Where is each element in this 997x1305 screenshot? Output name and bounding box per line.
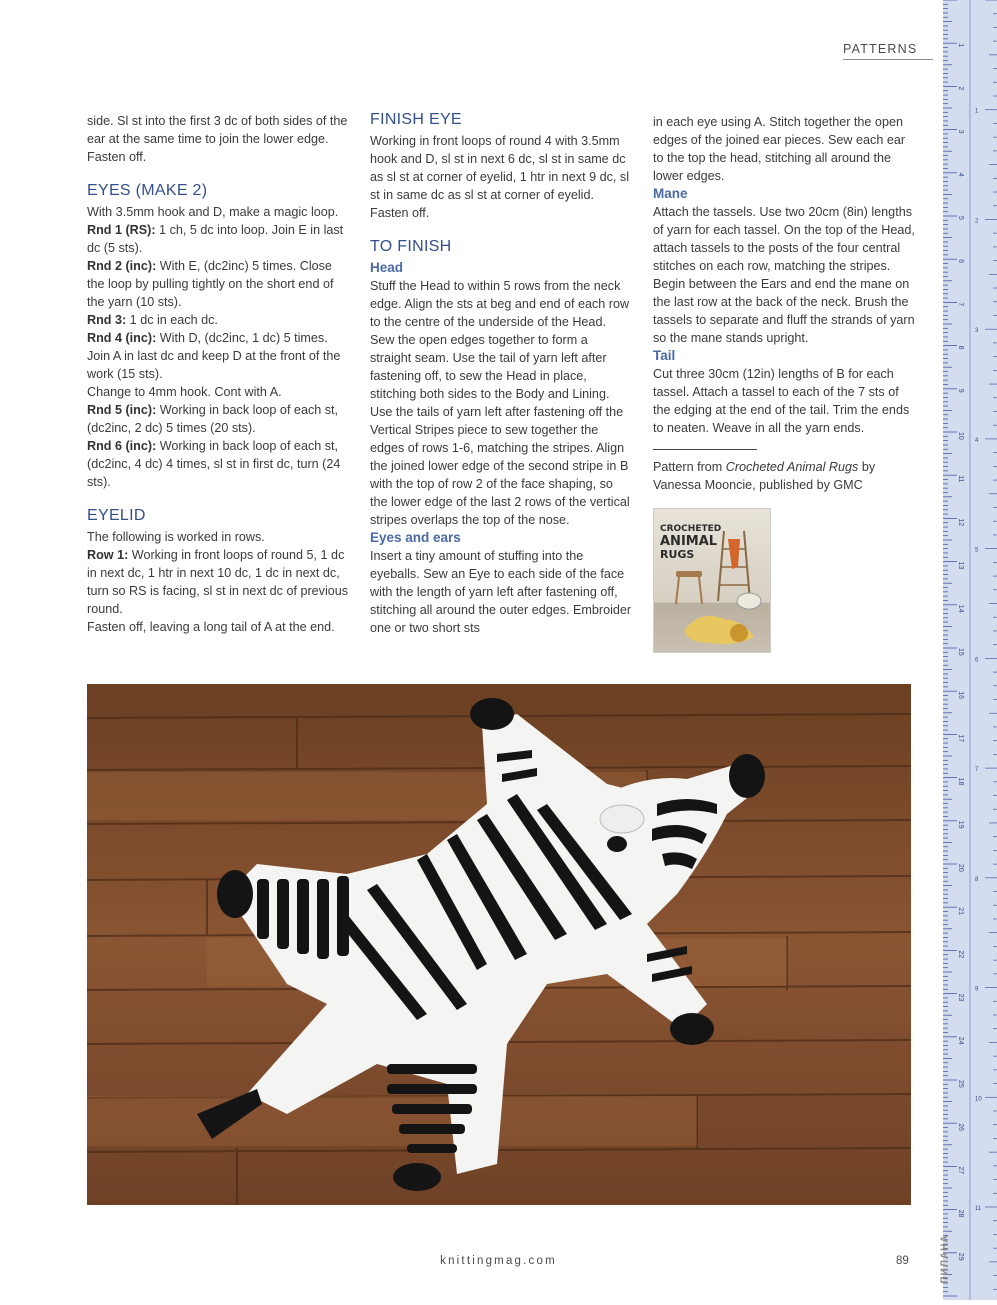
book-cover-line: ANIMAL [660, 534, 718, 549]
ruler-cm-number: 22 [957, 950, 964, 959]
ruler-cm-number: 24 [957, 1036, 964, 1045]
ruler-inch-number: 1 [975, 108, 979, 115]
round-text: 1 dc in each dc. [126, 313, 218, 327]
ruler-cm-number: 6 [957, 259, 964, 264]
heading-eyelid: EYELID [87, 507, 146, 524]
ruler [943, 0, 997, 1300]
round-text: Working in back loop of each st, (dc2inc, 4 dc) 4 times, sl st in first dc, turn (24 sts). [87, 439, 341, 489]
round-3 [87, 311, 349, 329]
ruler-cm-number: 28 [957, 1209, 964, 1218]
ruler-cm-number: 26 [957, 1123, 964, 1131]
round-6 [87, 437, 349, 491]
round-label: Rnd 3: [87, 313, 127, 327]
ruler-inch-number: 9 [975, 986, 979, 993]
ruler-inch-number: 11 [975, 1206, 982, 1213]
ruler-cm-number: 3 [957, 129, 964, 134]
round-text: Working in back loop of each st, (dc2inc, 2 dc) 5 times (20 sts). [87, 403, 339, 435]
paragraph: Working in front loops of round 4 with 3.5mm hook and D, sl st in next 6 dc, sl st in same dc as sl st at corner of eyelid, 1 htr in next 9 dc, sl st in same dc as sl st at corner of eyelid. [370, 134, 629, 202]
ruler-cm-number: 1 [957, 43, 964, 48]
subheading-head: Head [370, 260, 404, 275]
paragraph: Insert a tiny amount of stuffing into the eyeballs. Sew an Eye to each side of the face with the length of yarn left after fastening off, stitching all around the outer edges. Embroider one or two short sts [370, 549, 632, 635]
ruler-inch-number: 3 [975, 328, 979, 335]
ruler-inch-number: 7 [975, 767, 979, 774]
ruler-cm-number: 27 [957, 1166, 964, 1175]
book-title: Crocheted Animal Rugs [725, 460, 859, 474]
round-label: Rnd 5 (inc): [87, 403, 157, 417]
paragraph: Attach the tassels. Use two 20cm (8in) lengths of yarn for each tassel. On the top of the Head, attach tassels to the posts of the four central stitches on each row, matching the stripes. Begin between the Ears and end the mane on the last row at the back of the neck. Brush the tassels to separate and fluff the strands of yarn so the mane stands upright. [653, 205, 915, 345]
zebra-rug-photo [87, 684, 911, 1205]
ruler-cm-number: 13 [957, 561, 964, 570]
book-cover-line: RUGS [660, 548, 695, 561]
book-cover-illustration [654, 509, 770, 652]
ruler-brand-label: ПИЛАНА [939, 1234, 951, 1284]
round-label: Rnd 6 (inc): [87, 439, 157, 453]
ruler-cm-number: 2 [957, 86, 964, 91]
paragraph: With 3.5mm hook and D, make a magic loop. [87, 205, 339, 219]
row-1 [87, 546, 349, 618]
ruler-cm-number: 5 [957, 216, 964, 220]
round-text: 1 ch, 5 dc into loop. Join E in last dc (5 sts). [87, 223, 344, 255]
divider [653, 449, 757, 450]
ruler-cm-number: 12 [957, 518, 964, 527]
round-4 [87, 329, 349, 383]
credit-pre: Pattern from [653, 460, 726, 474]
ruler-cm-number: 29 [957, 1252, 964, 1261]
row-label: Row 1: [87, 548, 129, 562]
text-column-1 [87, 112, 349, 636]
round-text: With E, (dc2inc) 5 times. Close the loop by pulling tightly on the short end of the yarn (10 sts). [87, 259, 334, 309]
round-1 [87, 221, 349, 257]
heading-finish-eye: FINISH EYE [370, 111, 462, 128]
ruler-cm-number: 21 [957, 907, 964, 915]
ruler-cm-number: 18 [957, 777, 964, 786]
paragraph: in each eye using A. Stitch together the open edges of the joined ear pieces. Sew each ear to the top the head, stitching all around the lower edges. [653, 115, 906, 183]
ruler-inch-number: 2 [975, 218, 979, 225]
round-5 [87, 401, 349, 437]
text-column-3 [653, 113, 915, 653]
ruler-cm-number: 23 [957, 993, 964, 1002]
ruler-cm-number: 14 [957, 604, 964, 613]
section-label: PATTERNS [843, 42, 933, 60]
footer-url: knittingmag.com [440, 1255, 557, 1267]
round-label: Rnd 4 (inc): [87, 331, 157, 345]
heading-to-finish: TO FINISH [370, 238, 452, 255]
paragraph: The following is worked in rows. [87, 530, 265, 544]
ruler-cm-number: 9 [957, 388, 964, 393]
paragraph: Stuff the Head to within 5 rows from the neck edge. Align the sts at beg and end of each row to the centre of the underside of the Head. Sew the open edges together to form a straight seam. Use the tail of yarn left after fastening off, to sew the Head in place, stitching both sides to the Body and Lining. Use the tails of yarn left after fastening off the Vertical Stripes piece to sew together the edges of rows 1-6, matching the stripes. Align the joined lower edge of the second stripe in B with the top of row 2 of the face shaping, so the lower edge of the last 2 rows of the vertical stripes overlaps the top of the nose. [370, 279, 630, 527]
ruler-cm-number: 10 [957, 432, 964, 440]
paragraph: Fasten off. [370, 206, 430, 220]
ruler-cm-number: 17 [957, 734, 964, 743]
ruler-cm-number: 19 [957, 820, 964, 829]
ruler-cm-number: 7 [957, 302, 964, 307]
ruler-cm-number: 8 [957, 345, 964, 350]
text-column-2 [370, 110, 632, 637]
round-label: Rnd 1 (RS): [87, 223, 156, 237]
ruler-inch-number: 4 [975, 437, 979, 444]
credit-post: by Vanessa Mooncie, published by GMC [653, 460, 876, 492]
paragraph: Cut three 30cm (12in) lengths of B for each tassel. Attach a tassel to each of the 7 sts of the edging at the end of the tail. Trim the ends to neaten. Weave in all the yarn ends. [653, 367, 910, 435]
book-cover-image [653, 508, 771, 653]
book-cover-line: CROCHETED [660, 524, 722, 534]
ruler-inch-number: 10 [975, 1096, 982, 1103]
ruler-cm-number: 20 [957, 864, 964, 872]
paragraph: Fasten off, leaving a long tail of A at the end. [87, 620, 335, 634]
paragraph: Fasten off. [87, 150, 147, 164]
ruler-cm-number: 15 [957, 648, 964, 656]
round-text: With D, (dc2inc, 1 dc) 5 times. Join A in last dc and keep D at the front of the work (15 sts). [87, 331, 341, 381]
heading-eyes: EYES (MAKE 2) [87, 182, 208, 199]
page-number: 89 [896, 1255, 909, 1267]
subheading-eyes-ears: Eyes and ears [370, 530, 461, 545]
round-label: Rnd 2 (inc): [87, 259, 157, 273]
subheading-mane: Mane [653, 186, 688, 201]
ruler-inch-number: 5 [975, 547, 979, 554]
subheading-tail: Tail [653, 348, 676, 363]
round-2 [87, 257, 349, 311]
row-text: Working in front loops of round 5, 1 dc in next dc, 1 htr in next 10 dc, 1 dc in next dc, turn so RS is facing, sl st in next dc of previous round. [87, 548, 349, 616]
paragraph: Change to 4mm hook. Cont with A. [87, 385, 282, 399]
ruler-scale [943, 0, 997, 1300]
ruler-inch-number: 8 [975, 876, 979, 883]
ruler-cm-number: 16 [957, 691, 964, 699]
credit [653, 458, 915, 494]
paragraph: side. Sl st into the first 3 dc of both sides of the ear at the same time to join the lower edge. [87, 114, 348, 146]
ruler-inch-number: 6 [975, 657, 979, 664]
ruler-cm-number: 11 [957, 475, 964, 483]
ruler-cm-number: 25 [957, 1080, 964, 1088]
ruler-cm-number: 4 [957, 172, 964, 177]
